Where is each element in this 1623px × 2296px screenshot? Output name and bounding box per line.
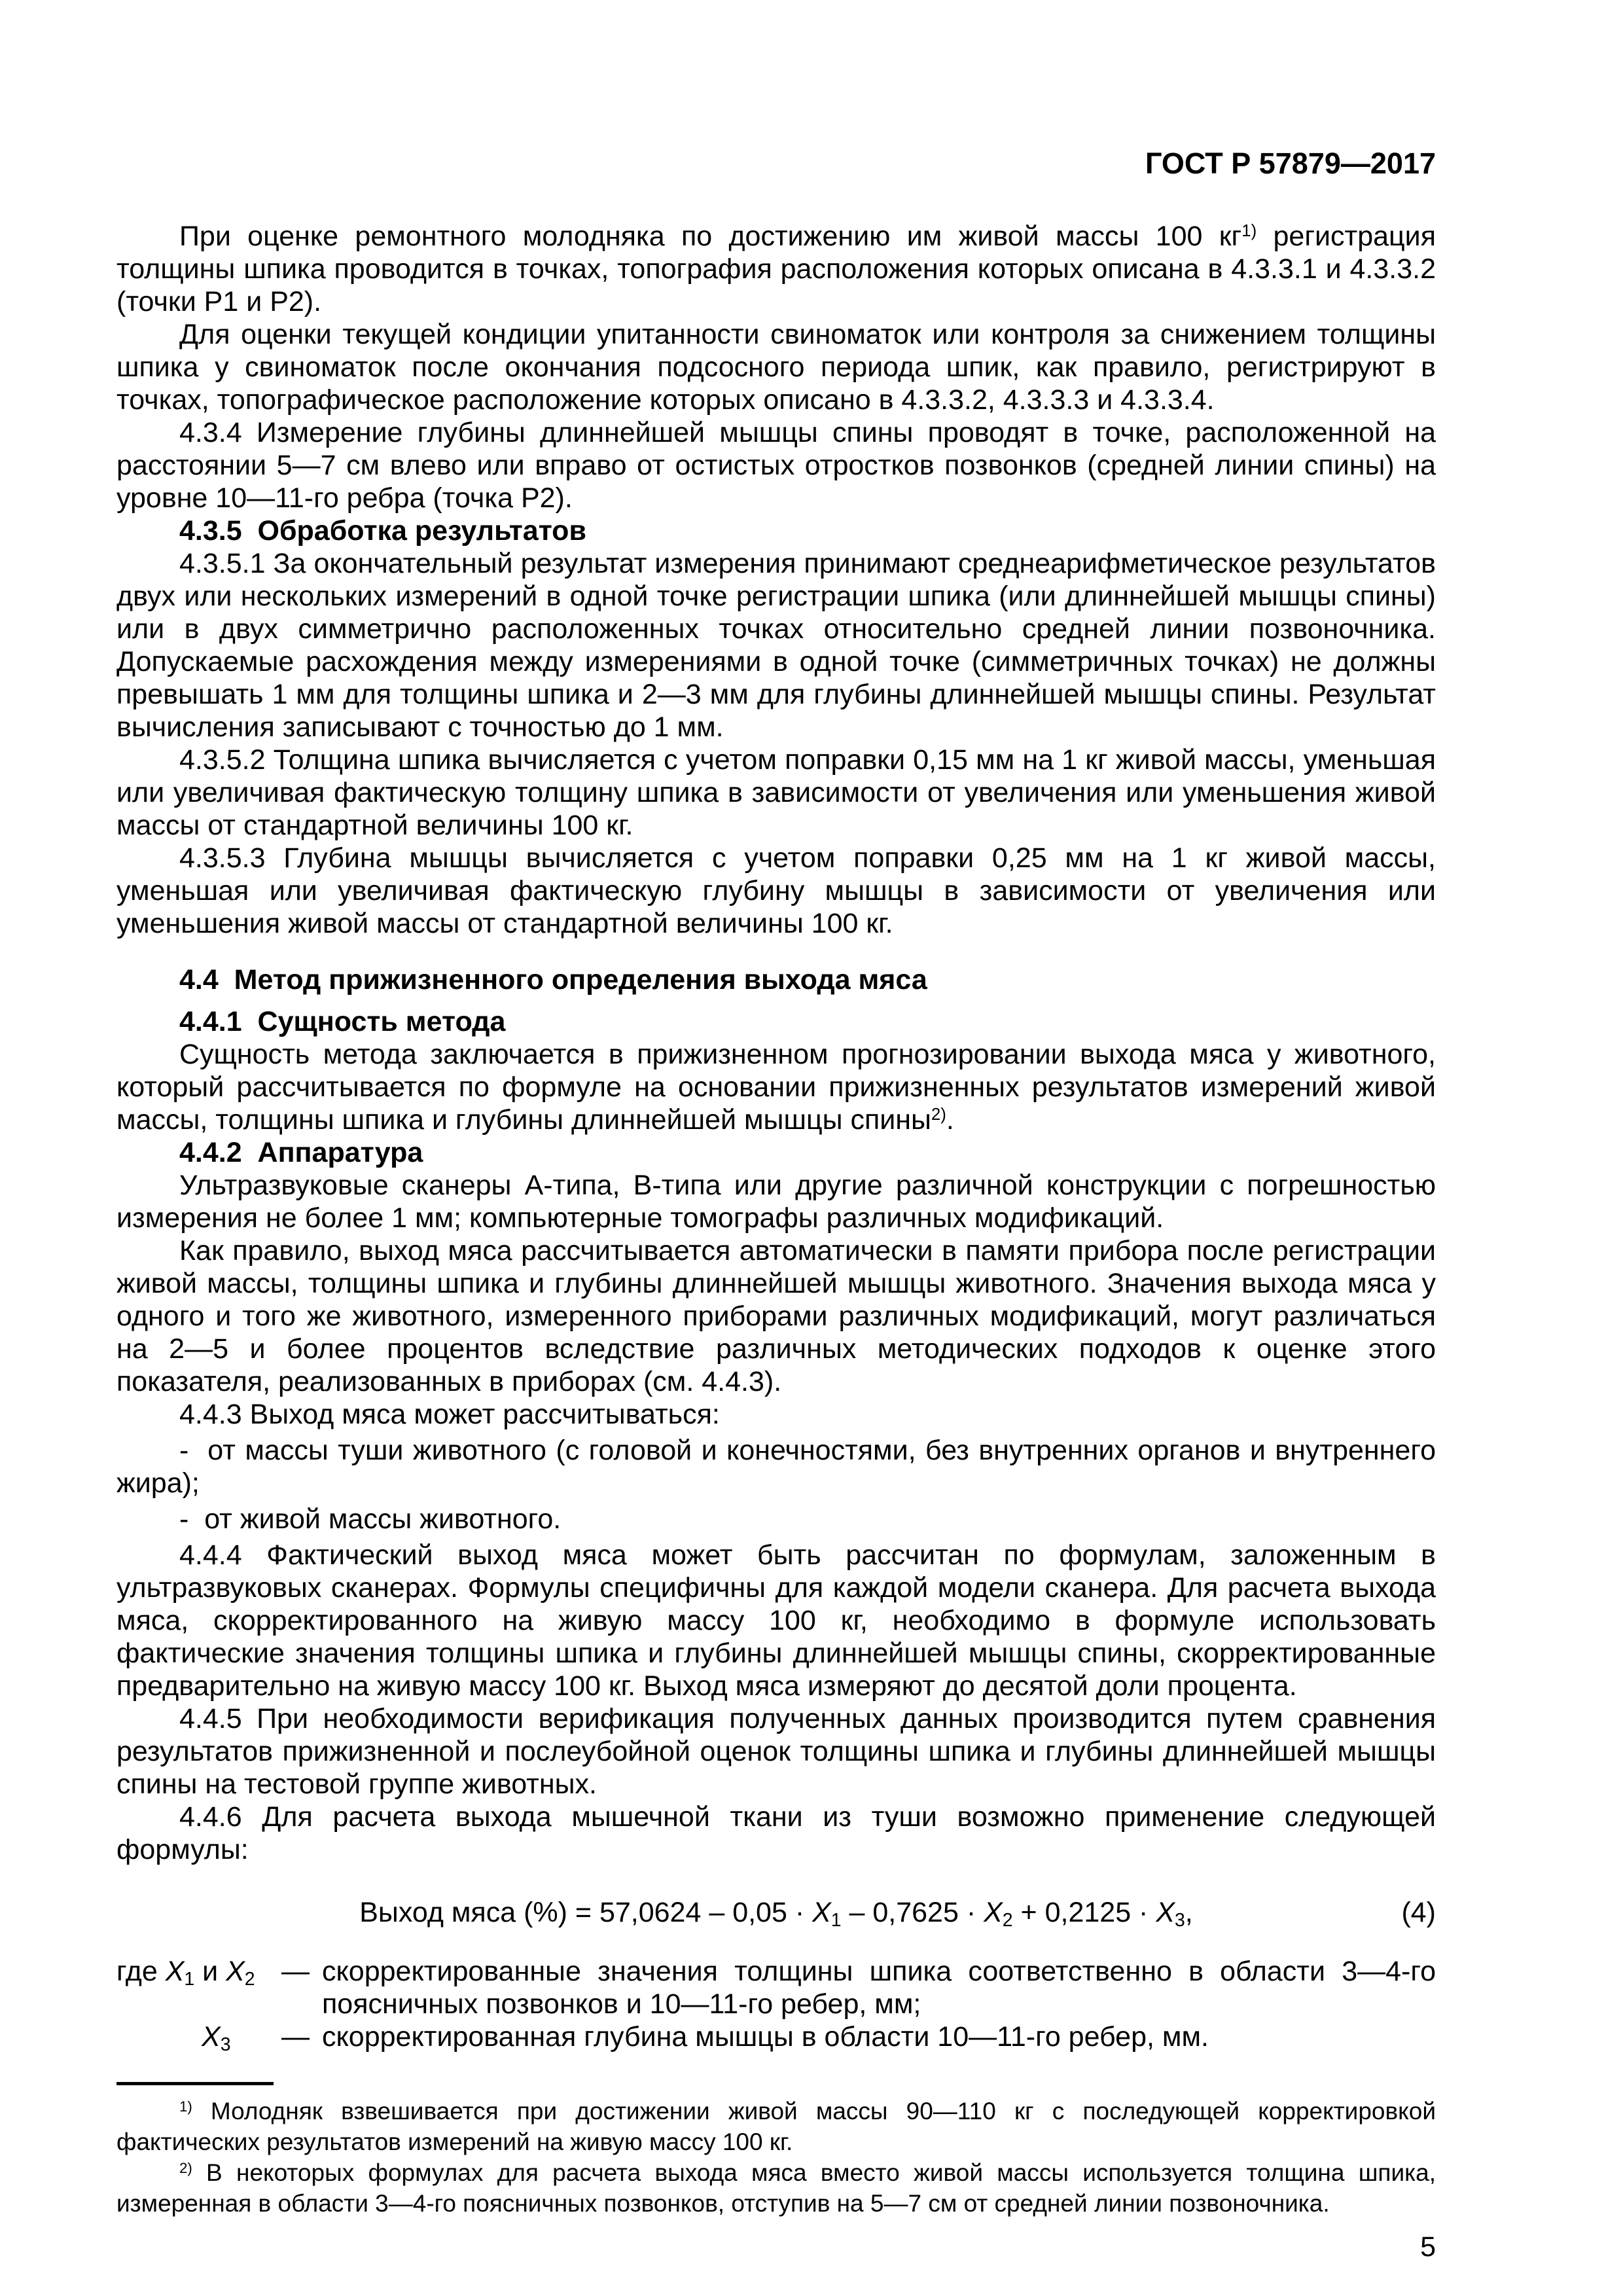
footnotes [116,2096,1436,2219]
heading-4-3-5-results-processing: 4.3.5 Обработка результатов [179,515,586,547]
formula-row [116,1896,1436,1929]
heading-4-4-1-method-essence: 4.4.1 Сущность метода [179,1006,506,1037]
paragraph-4-4-3-yield-calculation: 4.4.3 Выход мяса может рассчитываться: [179,1399,720,1430]
paragraph-4-4-4-actual-yield: 4.4.4 Фактический выход мяса может быть рассчитан по формулам, заложенным в ультразвуковых сканерах. Формулы специфичны для каждой модели сканера. Для расчета выхода мяса, скорректированного на живую массу 100 кг, необходимо в формуле использовать фактические значения толщины шпика и глубины длиннейшей мышцы спины, скорректированные предварительно на живую массу 100 кг. Выход мяса измеряют до десятой доли процента. [116,1539,1436,1702]
formula-legend [116,1955,1436,2056]
legend-x1-x2-description: скорректированные значения толщины шпика соответственно в области 3—4-го поясничных позвонков и 10—11-го ребер, мм; [322,1956,1436,2020]
meat-yield-formula: Выход мяса (%) = $57,0624 - 0,05 \cdot X_1 - 0,7625 \cdot X_2 + 0,2125 \cdot X_3$, [359,1897,1193,1931]
paragraph-4-4-1-text: Сущность метода заключается в прижизненном прогнозировании выхода мяса у животного, который рассчитывается по формуле на основании прижизненных результатов измерений живой массы, толщины шпика и глубины длиннейшей мышцы спины$^{2)}$. [116,1039,1436,1136]
paragraph-4-4-6-formula-intro: 4.4.6 Для расчета выхода мышечной ткани из туши возможно применение следующей формулы: [116,1801,1436,1865]
legend-x3-label: $X_3$ [202,2021,231,2056]
document-code: ГОСТ Р 57879—2017 [1145,147,1436,180]
list-item-live-mass: - от живой массы животного. [179,1503,562,1535]
paragraph-4-4-5-verification: 4.4.5 При необходимости верификация полученных данных производится путем сравнения результатов прижизненной и послеубойной оценок толщины шпика и глубины длиннейшей мышцы спины на тестовой группе животных. [116,1703,1436,1800]
footnote-separator [116,2082,274,2085]
page-number: 5 [1420,2231,1436,2263]
formula-number: (4) [1401,1897,1436,1928]
paragraph-4-3-5-3-muscle-correction: 4.3.5.3 Глубина мышцы вычисляется с учетом поправки 0,25 мм на 1 кг живой массы, уменьшая или увеличивая фактическую глубину мышцы в зависимости от увеличения или уменьшения живой массы от стандартной величины 100 кг. [116,842,1436,939]
document-body [116,220,1436,2263]
paragraph-sow-condition: Для оценки текущей кондиции упитанности свиноматок или контроля за снижением толщины шпика у свиноматок после окончания подсосного периода шпик, как правило, регистрируют в точках, топографическое расположение которых описано в 4.3.3.2, 4.3.3.3 и 4.3.3.4. [116,319,1436,416]
paragraph-automatic-calculation: Как правило, выход мяса рассчитывается автоматически в памяти прибора после регистрации живой массы, толщины шпика и глубины длиннейшей мышцы животного. Значения выхода мяса у одного и того же животного, измеренного приборами различных модификаций, могут различаться на 2—5 и более процентов вследствие различных методических подходов к оценке этого показателя, реализованных в приборах (см. 4.4.3). [116,1235,1436,1397]
footnote-1: $^{1)}$ Молодняк взвешивается при достижении живой массы 90—110 кг с последующей корректировкой фактических результатов измерений на живую массу 100 кг. [116,2098,1436,2155]
heading-4-4-2-apparatus: 4.4.2 Аппаратура [179,1137,423,1168]
paragraph-4-3-5-1-final-result: 4.3.5.1 За окончательный результат измерения принимают среднеарифметическое результатов двух или нескольких измерений в одной точке регистрации шпика (или длиннейшей мышцы спины) или в двух симметрично расположенных точках относительно средней линии позвоночника. Допускаемые расхождения между измерениями в одной точке (симметричных точках) не должны превышать 1 мм для толщины шпика и 2—3 мм для глубины длиннейшей мышцы спины. Результат вычисления записывают с точностью до 1 мм. [116,548,1436,743]
paragraph-ultrasound-scanners: Ультразвуковые сканеры А-типа, В-типа или другие различной конструкции с погрешностью измерения не более 1 мм; компьютерные томографы различных модификаций. [116,1170,1436,1234]
legend-x1-x2-label: где $X_1$ и $X_2$ [116,1956,255,1990]
paragraph-4-3-5-2-fat-correction: 4.3.5.2 Толщина шпика вычисляется с учетом поправки 0,15 мм на 1 кг живой массы, уменьшая или увеличивая фактическую толщину шпика в зависимости от увеличения или уменьшения живой массы от стандартной величины 100 кг. [116,744,1436,841]
legend-x3-description: скорректированная глубина мышцы в области 10—11-го ребер, мм. [322,2021,1209,2053]
paragraph-repair-young-stock: При оценке ремонтного молодняка по достижению им живой массы 100 $кг^{1)}$ регистрация толщины шпика проводится в точках, топография расположения которых описана в 4.3.3.1 и 4.3.3.2 (точки Р1 и Р2). [116,221,1436,317]
footnote-2: $^{2)}$ В некоторых формулах для расчета выхода мяса вместо живой массы используется толщина шпика, измеренная в области 3—4-го поясничных позвонков, отступив на 5—7 см от средней линии позвоночника. [116,2159,1436,2217]
list-item-carcass-mass: - от массы туши животного (с головой и конечностями, без внутренних органов и внутреннего жира); [116,1435,1436,1499]
legend-dash-2: — [281,2021,310,2053]
heading-4-4-meat-yield-method: 4.4 Метод прижизненного определения выхода мяса [179,964,927,996]
legend-dash-1: — [281,1956,310,1987]
paragraph-4-3-4-muscle-depth: 4.3.4 Измерение глубины длиннейшей мышцы спины проводят в точке, расположенной на расстоянии 5—7 см влево или вправо от остистых отростков позвонков (средней линии спины) на уровне 10—11-го ребра (точка Р2). [116,417,1436,514]
